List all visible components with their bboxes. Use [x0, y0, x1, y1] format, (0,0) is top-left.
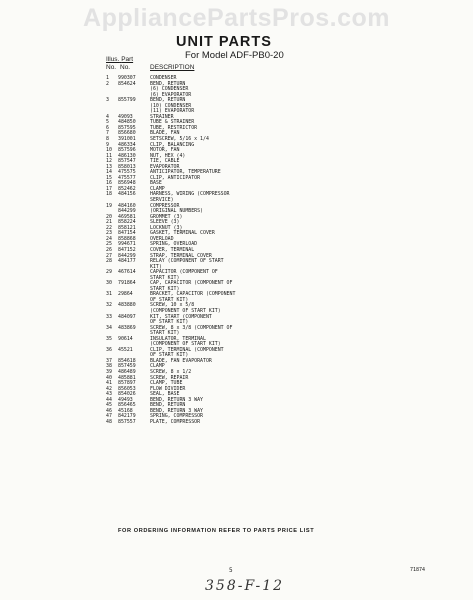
part-illus-no: 39: [106, 368, 112, 375]
part-illus-no: 14: [106, 169, 112, 176]
part-number: 858121: [118, 224, 136, 231]
part-description: START KIT): [150, 330, 180, 337]
part-illus-no: 6: [106, 124, 109, 131]
part-illus-no: 43: [106, 391, 112, 398]
part-number: 469581: [118, 213, 136, 220]
part-description: HARNESS, WIRING (COMPRESSOR: [150, 191, 230, 198]
part-description: BEND, RETURN 3 WAY: [150, 407, 203, 414]
part-description: SCREW, REPAIR: [150, 374, 189, 381]
part-description: OF START KIT): [150, 352, 189, 359]
doc-code: 71874: [410, 567, 426, 573]
part-illus-no: 34: [106, 324, 112, 331]
part-number: 858013: [118, 163, 136, 170]
part-description: RELAY (COMPONENT OF START: [150, 258, 224, 265]
part-description: BLADE, FAN: [150, 130, 180, 137]
model-line: For Model ADF-PB0-20: [185, 50, 284, 61]
part-description: CONDENSER: [150, 75, 177, 81]
part-illus-no: 32: [106, 302, 112, 309]
part-number: 484850: [118, 119, 136, 126]
part-illus-no: 46: [106, 407, 112, 414]
part-description: START KIT): [150, 285, 180, 292]
part-description: SETSCREW, 5/16 x 1/4: [150, 136, 209, 143]
part-description: (ORIGINAL NUMBERS): [150, 208, 203, 215]
part-description: SCREW, 8 x 3/8 (COMPONENT OF: [150, 324, 233, 331]
part-illus-no: 8: [106, 136, 109, 143]
part-number: 484097: [118, 313, 136, 320]
part-illus-no: 26: [106, 246, 112, 253]
part-description: COMPRESSOR: [150, 202, 180, 209]
part-description: BRACKET, CAPACITOR (COMPONENT: [150, 291, 236, 298]
part-description: CLAMP: [150, 363, 165, 370]
col-part-label: Part: [121, 56, 134, 63]
part-description: SCREW, 8 x 1/2: [150, 368, 192, 375]
part-description: KIT): [150, 263, 162, 270]
part-number: 844299: [118, 208, 136, 215]
part-description: START KIT): [150, 274, 180, 281]
col-illus-label: Illus.: [106, 56, 120, 63]
part-illus-no: 41: [106, 380, 112, 387]
part-number: 844299: [118, 252, 136, 259]
part-number: 857897: [118, 380, 136, 387]
part-illus-no: 22: [106, 224, 112, 231]
col-description-label: DESCRIPTION: [150, 63, 195, 71]
part-illus-no: 30: [106, 280, 112, 287]
part-illus-no: 36: [106, 346, 112, 353]
part-number: 858224: [118, 219, 136, 226]
part-description: OF START KIT): [150, 319, 189, 326]
part-description: (11) EVAPORATOR: [150, 108, 195, 115]
part-number: 857557: [118, 418, 136, 425]
ordering-footer: FOR ORDERING INFORMATION REFER TO PARTS PRICE LIST: [118, 528, 315, 534]
part-description: GASKET, TERMINAL COVER: [150, 230, 215, 237]
part-description: CLIP, TERMINAL (COMPONENT: [150, 346, 224, 353]
part-illus-no: 31: [106, 291, 112, 298]
part-illus-no: 38: [106, 363, 112, 370]
part-description: (COMPONENT OF START KIT): [150, 307, 221, 314]
page-number: 5: [229, 567, 233, 574]
part-description: SLEEVE (3): [150, 219, 180, 226]
part-illus-no: 7: [106, 130, 109, 137]
part-number: 857596: [118, 147, 136, 154]
part-illus-no: 45: [106, 402, 112, 409]
part-number: 29864: [118, 291, 133, 298]
part-number: 486489: [118, 368, 136, 375]
part-description: KIT, START (COMPONENT: [150, 313, 212, 320]
part-description: SCREW, 10 x 5/8: [150, 302, 195, 309]
part-number: 486334: [118, 141, 136, 148]
part-description: CLAMP: [150, 185, 165, 192]
part-number: 483880: [118, 302, 136, 309]
part-number: 475577: [118, 174, 136, 181]
part-illus-no: 3: [106, 97, 109, 104]
part-number: 391001: [118, 136, 136, 143]
part-description: SPRING, OVERLOAD: [150, 241, 198, 248]
part-number: 856465: [118, 402, 136, 409]
part-number: 854624: [118, 80, 136, 87]
part-description: TUBE & STRAINER: [150, 119, 195, 126]
part-illus-no: 47: [106, 413, 112, 420]
part-number: 475575: [118, 169, 136, 176]
part-number: 854618: [118, 357, 136, 364]
part-number: 857595: [118, 124, 136, 131]
part-illus-no: 23: [106, 230, 112, 237]
col-no-label: No.: [106, 63, 117, 71]
part-description: EVAPORATOR: [150, 163, 180, 170]
part-number: 856680: [118, 130, 136, 137]
part-number: 484177: [118, 258, 136, 265]
part-illus-no: 12: [106, 158, 112, 165]
part-number: 485881: [118, 374, 136, 381]
part-number: 856948: [118, 180, 136, 187]
parts-list: [106, 76, 356, 425]
part-number: 847154: [118, 230, 136, 237]
part-description: (COMPONENT OF START KIT): [150, 341, 221, 348]
part-illus-no: 27: [106, 252, 112, 259]
part-number: 90614: [118, 335, 133, 342]
column-headers: [106, 56, 194, 71]
part-illus-no: 2: [106, 80, 109, 87]
page-title: UNIT PARTS: [176, 34, 272, 50]
part-number: 45521: [118, 346, 133, 353]
part-description: SEAL, BASE: [150, 391, 180, 398]
part-description: COVER, TERMINAL: [150, 246, 195, 253]
part-number: 486130: [118, 152, 136, 159]
part-number: 842179: [118, 413, 136, 420]
part-illus-no: 10: [106, 147, 112, 154]
part-description: BLADE, FAN EVAPORATOR: [150, 357, 212, 364]
part-number: 49093: [118, 113, 133, 120]
part-description: CLIP, BALANCING: [150, 141, 195, 148]
part-description: (10) CONDENSER: [150, 102, 192, 109]
part-number: 855799: [118, 97, 136, 104]
part-number: 994671: [118, 241, 136, 248]
handwritten-note: 358-F-12: [205, 578, 285, 594]
part-number: 484156: [118, 191, 136, 198]
part-number: 852462: [118, 185, 136, 192]
part-illus-no: 21: [106, 219, 112, 226]
part-description: CLIP, ANTICIPATOR: [150, 174, 201, 181]
part-illus-no: 15: [106, 174, 112, 181]
part-illus-no: 5: [106, 119, 109, 126]
part-illus-no: 44: [106, 396, 112, 403]
part-description: STRAP, TERMINAL COVER: [150, 252, 212, 259]
part-description: TUBE, RESTRICTOR: [150, 124, 198, 131]
part-illus-no: 25: [106, 241, 112, 248]
part-illus-no: 13: [106, 163, 112, 170]
part-number: 854026: [118, 391, 136, 398]
part-number: 990307: [118, 75, 136, 81]
part-illus-no: 28: [106, 258, 112, 265]
part-description: LOCKNUT (3): [150, 224, 183, 231]
part-illus-no: 4: [106, 113, 109, 120]
part-illus-no: 40: [106, 374, 112, 381]
part-description: BEND, RETURN: [150, 80, 186, 87]
part-number: 791864: [118, 280, 136, 287]
part-number: 483869: [118, 324, 136, 331]
col-part-no-label: No.: [120, 63, 131, 71]
part-illus-no: 37: [106, 357, 112, 364]
parts-row: [106, 420, 356, 426]
part-description: MOTOR, FAN: [150, 147, 180, 154]
part-description: BEND, RETURN 3 WAY: [150, 396, 203, 403]
part-number: 49493: [118, 396, 133, 403]
part-description: STRAINER: [150, 113, 174, 120]
part-number: 484160: [118, 202, 136, 209]
part-description: SERVICE): [150, 197, 174, 204]
part-number: 858868: [118, 235, 136, 242]
part-number: 467614: [118, 269, 136, 276]
part-description: ANTICIPATOR, TEMPERATURE: [150, 169, 221, 176]
part-illus-no: 11: [106, 152, 112, 159]
part-illus-no: 1: [106, 75, 109, 81]
part-description: OVERLOAD: [150, 235, 174, 242]
part-number: 857547: [118, 158, 136, 165]
part-illus-no: 33: [106, 313, 112, 320]
part-illus-no: 9: [106, 141, 109, 148]
part-description: CLAMP, TUBE: [150, 380, 183, 387]
part-number: 856053: [118, 385, 136, 392]
part-illus-no: 29: [106, 269, 112, 276]
watermark: AppliancePartsPros.com: [83, 4, 390, 32]
part-description: (6) CONDENSER: [150, 86, 189, 93]
part-description: BEND, RETURN: [150, 97, 186, 104]
part-illus-no: 20: [106, 213, 112, 220]
part-description: NUT, HEX (4): [150, 152, 186, 159]
part-number: 847152: [118, 246, 136, 253]
part-description: INSULATOR, TERMINAL: [150, 335, 206, 342]
part-description: BASE: [150, 180, 162, 187]
part-description: FLOW DIVIDER: [150, 385, 186, 392]
part-description: GROMMET (3): [150, 213, 183, 220]
part-illus-no: 17: [106, 185, 112, 192]
part-description: TIE, CABLE: [150, 158, 180, 165]
part-description: CAPACITOR (COMPONENT OF: [150, 269, 218, 276]
part-description: OF START KIT): [150, 296, 189, 303]
part-description: SPRING, COMPRESSOR: [150, 413, 203, 420]
part-number: 45168: [118, 407, 133, 414]
part-description: PLATE, COMPRESSOR: [150, 418, 201, 425]
part-illus-no: 19: [106, 202, 112, 209]
part-illus-no: 16: [106, 180, 112, 187]
part-illus-no: 24: [106, 235, 112, 242]
part-illus-no: 18: [106, 191, 112, 198]
part-description: (6) EVAPORATOR: [150, 91, 192, 98]
part-illus-no: 35: [106, 335, 112, 342]
part-illus-no: 42: [106, 385, 112, 392]
part-description: BEND, RETURN: [150, 402, 186, 409]
part-number: 857459: [118, 363, 136, 370]
part-description: CAP, CAPACITOR (COMPONENT OF: [150, 280, 233, 287]
part-illus-no: 48: [106, 418, 112, 425]
